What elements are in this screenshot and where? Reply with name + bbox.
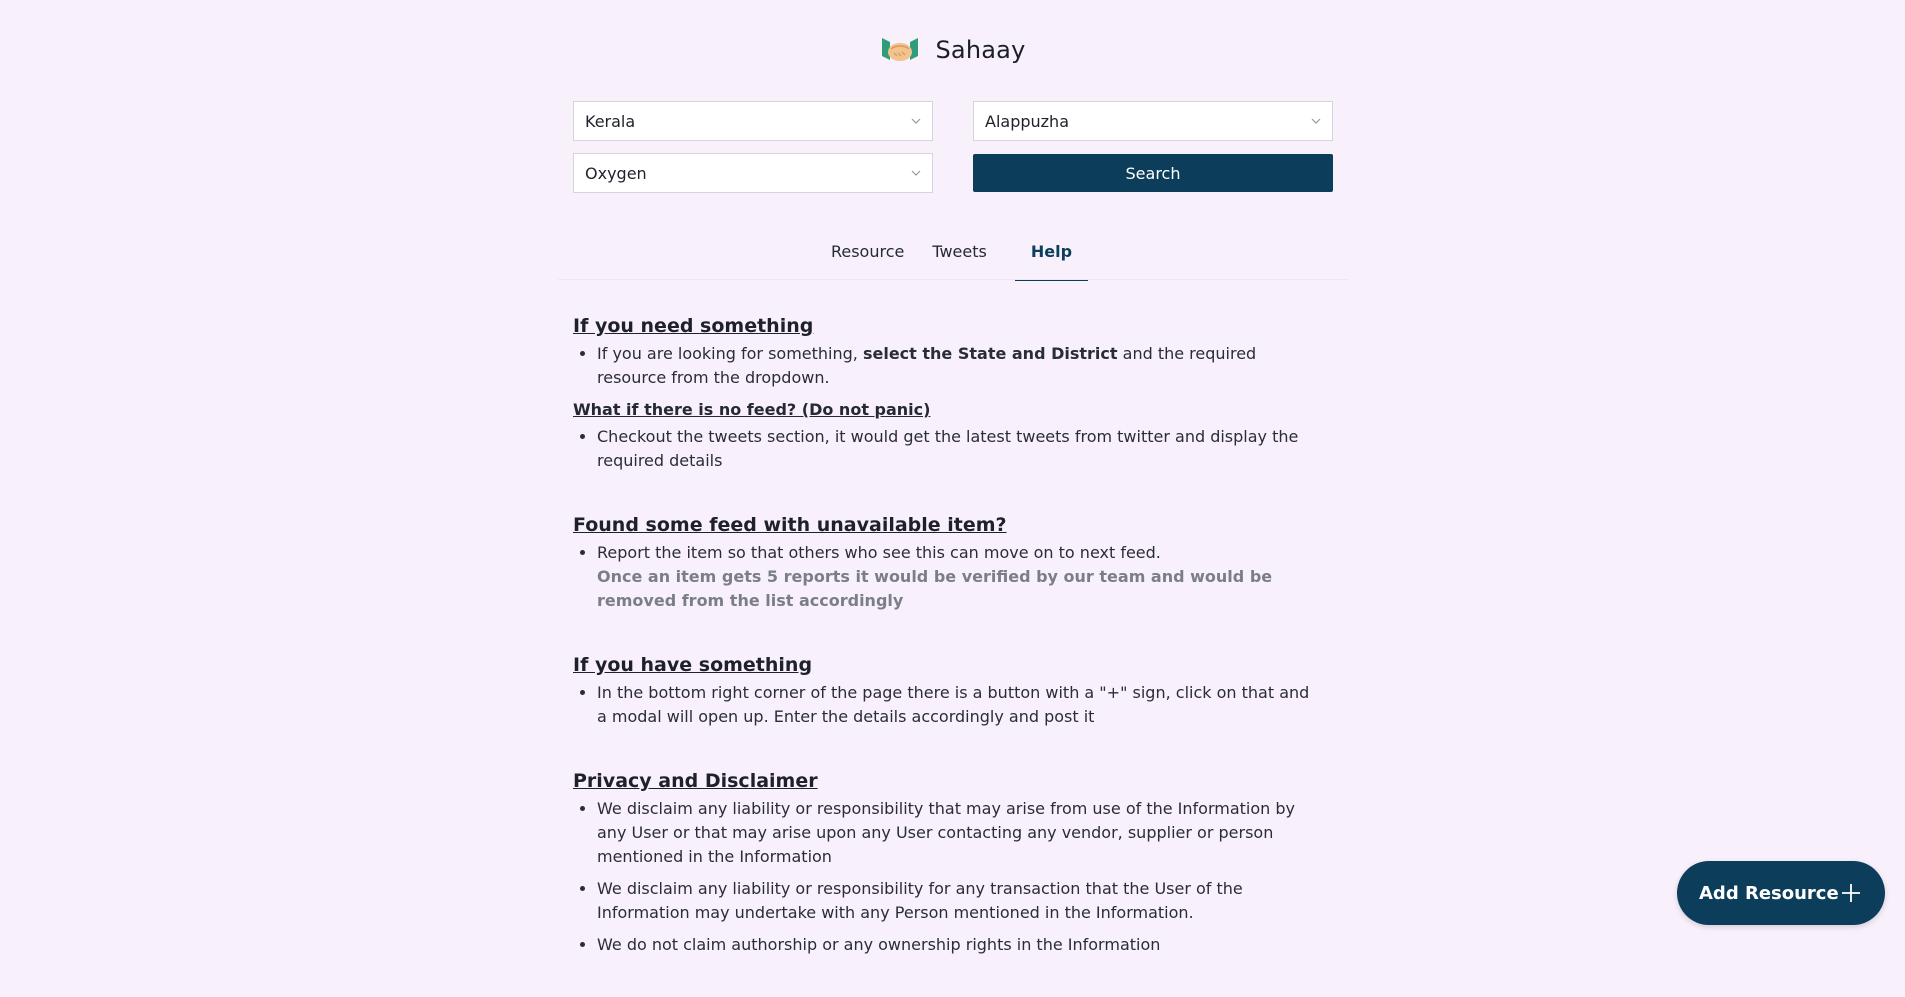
subsection-title: What if there is no feed? (Do not panic)	[573, 400, 931, 419]
section-privacy	[573, 769, 1313, 957]
list-item: • We disclaim any liability or responsibility that may arise from use of the Information by any User or that may arise upon any User contacting any vendor, supplier or person mentioned in the Information	[597, 797, 1313, 869]
section-need	[573, 314, 1313, 473]
list-item: • We disclaim any liability or responsibility for any transaction that the User of the Information may undertake with any Person mentioned in the Information.	[597, 877, 1313, 925]
list-item: • If you are looking for something, select the State and District and the required resource from the dropdown.	[597, 342, 1313, 390]
list-item: • We do not claim authorship or any ownership rights in the Information	[597, 933, 1313, 957]
section-unavailable	[573, 513, 1313, 613]
list-item: • Checkout the tweets section, it would get the latest tweets from twitter and display the required details	[597, 425, 1313, 473]
tab-bar	[0, 230, 1905, 273]
tab-divider	[558, 279, 1348, 280]
add-resource-button[interactable]	[1677, 861, 1885, 925]
district-select[interactable]	[973, 101, 1333, 141]
handshake-icon	[880, 30, 920, 70]
district-select-value: Alappuzha	[985, 111, 1069, 131]
app-header	[0, 30, 1905, 70]
brand-name: Sahaay	[935, 36, 1026, 64]
tab-resource[interactable]: Resource	[830, 242, 905, 261]
add-resource-label: Add Resource	[1699, 882, 1839, 904]
resource-select-value: Oxygen	[585, 163, 647, 183]
section-title: Found some feed with unavailable item?	[573, 514, 1007, 536]
section-title: Privacy and Disclaimer	[573, 770, 818, 792]
state-select-value: Kerala	[585, 111, 636, 131]
section-title: If you have something	[573, 654, 813, 676]
search-button[interactable]: Search	[973, 154, 1333, 192]
tab-help[interactable]: Help	[1015, 230, 1088, 273]
filter-panel	[573, 101, 1333, 193]
section-title: If you need something	[573, 315, 814, 337]
section-have	[573, 653, 1313, 729]
list-item: • In the bottom right corner of the page there is a button with a "+" sign, click on that and a modal will open up. Enter the details accordingly and post it	[597, 681, 1313, 729]
state-select[interactable]	[573, 101, 933, 141]
emphasis-text: select the State and District	[862, 344, 1118, 363]
chevron-down-icon	[910, 167, 922, 179]
note-text: Once an item gets 5 reports it would be verified by our team and would be removed from the list accordingly	[597, 567, 1273, 610]
help-content	[573, 314, 1313, 997]
plus-icon	[1839, 881, 1863, 905]
chevron-down-icon	[910, 115, 922, 127]
resource-select[interactable]	[573, 153, 933, 193]
chevron-down-icon	[1310, 115, 1322, 127]
list-item: • Report the item so that others who see this can move on to next feed. Once an item gets 5 reports it would be verified by our team and would be removed from the list accordingly	[597, 541, 1313, 613]
tab-tweets[interactable]: Tweets	[932, 242, 987, 261]
